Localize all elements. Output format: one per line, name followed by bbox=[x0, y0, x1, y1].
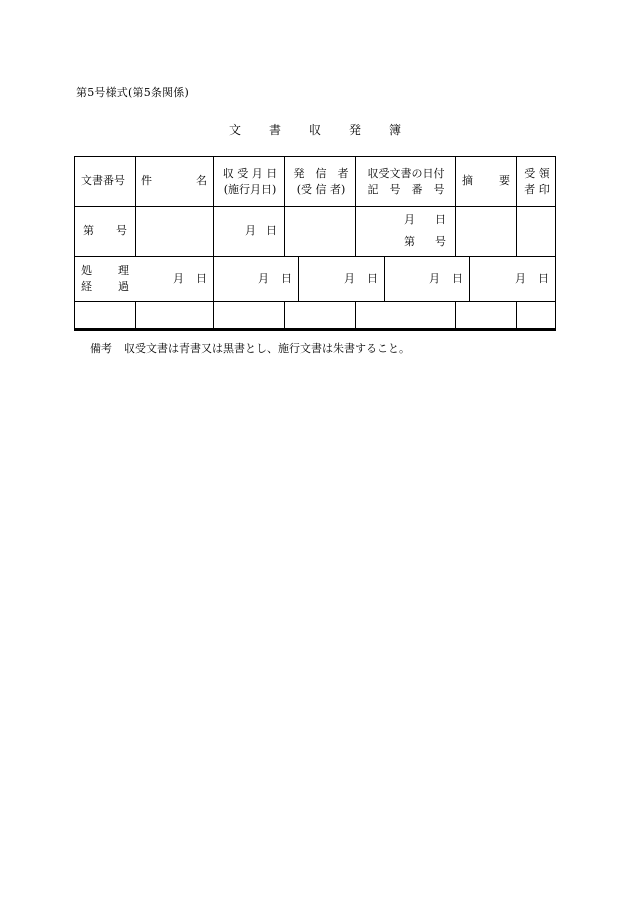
row1-doc-number bbox=[83, 223, 127, 239]
row1-month: 月 bbox=[245, 224, 256, 237]
row2-proc-1b: 理 bbox=[118, 264, 129, 277]
row1-doc-day: 日 bbox=[435, 213, 446, 226]
column-divider bbox=[213, 256, 214, 329]
header-subject bbox=[141, 173, 207, 189]
title-char: 発 bbox=[348, 123, 361, 137]
header-sender bbox=[289, 166, 353, 198]
row2-processing-label bbox=[81, 263, 129, 295]
title-char: 文 bbox=[228, 123, 241, 137]
column-divider bbox=[213, 206, 214, 256]
row2-day: 日 bbox=[196, 272, 207, 285]
column-divider bbox=[516, 157, 517, 256]
row2-date-3 bbox=[344, 271, 378, 287]
column-divider bbox=[455, 301, 456, 329]
column-divider bbox=[213, 157, 214, 206]
column-divider bbox=[355, 157, 356, 256]
remarks-note bbox=[90, 340, 410, 356]
column-divider bbox=[469, 256, 470, 301]
row2-day: 日 bbox=[538, 272, 549, 285]
header-summary-b: 要 bbox=[499, 174, 510, 187]
column-divider bbox=[284, 157, 285, 256]
row-divider bbox=[75, 206, 555, 207]
row1-dai: 第 bbox=[83, 224, 94, 237]
header-received-doc-ref-line1: 収受文書の日付 bbox=[367, 167, 445, 180]
header-received-date bbox=[219, 166, 281, 198]
row1-doc-date bbox=[404, 212, 446, 228]
remarks-label: 備考 bbox=[90, 342, 112, 355]
row2-day: 日 bbox=[452, 272, 463, 285]
row2-proc-2a: 経 bbox=[81, 280, 92, 293]
row2-date-1 bbox=[173, 271, 207, 287]
row2-date-4 bbox=[429, 271, 463, 287]
column-divider bbox=[284, 301, 285, 329]
header-sender-line2: (受 信 者) bbox=[296, 183, 346, 196]
header-summary-a: 摘 bbox=[462, 174, 473, 187]
table-bottom-border bbox=[74, 328, 556, 331]
header-subject-b: 名 bbox=[196, 174, 207, 187]
row1-doc-number-ref bbox=[404, 234, 446, 250]
row1-doc-dai: 第 bbox=[404, 235, 415, 248]
remarks-text: 収受文書は青書又は黒書とし、施行文書は朱書すること。 bbox=[124, 342, 410, 355]
row2-proc-1a: 処 bbox=[81, 264, 92, 277]
row-divider bbox=[75, 256, 555, 257]
row2-month: 月 bbox=[344, 272, 355, 285]
header-recipient-seal bbox=[521, 166, 553, 198]
header-received-date-line2: (施行月日) bbox=[223, 183, 277, 196]
row1-doc-go: 号 bbox=[435, 235, 446, 248]
row1-go: 号 bbox=[116, 224, 127, 237]
row2-day: 日 bbox=[367, 272, 378, 285]
row2-month: 月 bbox=[258, 272, 269, 285]
column-divider bbox=[384, 256, 385, 301]
register-table bbox=[74, 156, 556, 328]
header-received-doc-ref bbox=[360, 166, 452, 198]
row2-month: 月 bbox=[429, 272, 440, 285]
header-summary bbox=[462, 173, 510, 189]
row2-month: 月 bbox=[515, 272, 526, 285]
header-received-date-line1: 収 受 月 日 bbox=[222, 167, 278, 180]
header-doc-number: 文書番号 bbox=[81, 174, 125, 187]
header-received-doc-ref-line2: 記 号 番 号 bbox=[367, 183, 445, 196]
column-divider bbox=[516, 301, 517, 329]
title-char: 収 bbox=[308, 123, 321, 137]
form-number-label: 第5号様式(第5条関係) bbox=[76, 86, 189, 99]
row2-proc-2b: 過 bbox=[118, 280, 129, 293]
row2-date-2 bbox=[258, 271, 292, 287]
column-divider bbox=[135, 301, 136, 329]
header-subject-a: 件 bbox=[141, 174, 152, 187]
column-divider bbox=[355, 301, 356, 329]
row1-doc-month: 月 bbox=[404, 213, 415, 226]
header-sender-line1: 発 信 者 bbox=[293, 167, 349, 180]
column-divider bbox=[455, 157, 456, 256]
document-title bbox=[0, 121, 630, 138]
row-divider bbox=[75, 301, 555, 302]
row1-day: 日 bbox=[266, 224, 277, 237]
title-char: 書 bbox=[268, 123, 281, 137]
row2-day: 日 bbox=[281, 272, 292, 285]
row2-date-5 bbox=[515, 271, 549, 287]
row2-month: 月 bbox=[173, 272, 184, 285]
header-recipient-seal-line2: 者 印 bbox=[524, 183, 550, 196]
header-recipient-seal-line1: 受 領 bbox=[524, 167, 550, 180]
column-divider bbox=[298, 256, 299, 301]
title-char: 簿 bbox=[388, 123, 401, 137]
column-divider bbox=[135, 157, 136, 256]
row1-date bbox=[245, 223, 277, 239]
